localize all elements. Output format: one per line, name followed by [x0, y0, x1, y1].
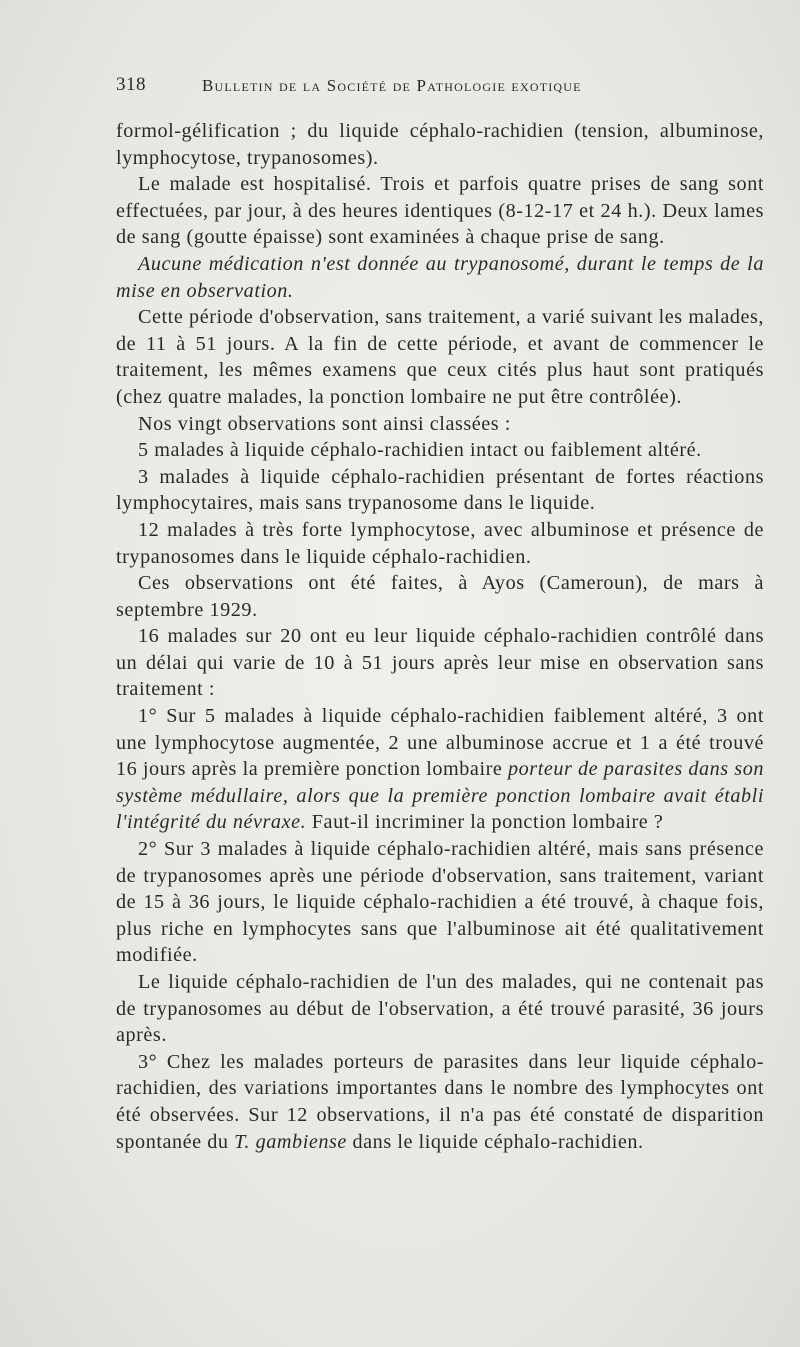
- paragraph-2: Le malade est hospitalisé. Trois et parfois quatre prises de sang sont effectuées, par jour, à des heures identiques (8-12-17 et 24 h.). Deux lames de sang (goutte épaisse) sont examinées à chaque prise de sang.: [116, 173, 764, 249]
- paragraph-1: formol-gélification ; du liquide céphalo-rachidien (tension, albuminose, lymphocytose, trypanosomes).: [116, 120, 764, 169]
- paragraph-12: 2° Sur 3 malades à liquide céphalo-rachidien altéré, mais sans présence de trypanosomes après une période d'observation, sans traitement, variant de 15 à 36 jours, le liquide céphalo-rachidien a été trouvé, à chaque fois, plus riche en lymphocytes sans que l'albuminose ait été qualitativement modifiée.: [116, 838, 764, 967]
- paragraph-9: Ces observations ont été faites, à Ayos (Cameroun), de mars à septembre 1929.: [116, 572, 764, 621]
- running-title: Bulletin de la Société de Pathologie exotique: [202, 76, 582, 95]
- paragraph-10: 16 malades sur 20 ont eu leur liquide céphalo-rachidien contrôlé dans un délai qui varie de 10 à 51 jours après leur mise en observation sans traitement :: [116, 625, 764, 701]
- paragraph-7: 3 malades à liquide céphalo-rachidien présentant de fortes réactions lymphocytaires, mais sans trypanosome dans le liquide.: [116, 465, 764, 515]
- body-text: [116, 118, 764, 1155]
- paragraph-11: 1° Sur 5 malades à liquide céphalo-rachidien faiblement altéré, 3 ont une lymphocytose augmentée, 2 une albuminose accrue et 1 a été trouvé 16 jours après la première ponction lombaire porteur de parasites dans son système médullaire, alors que la première ponction lombaire avait établi l'intégrité du névraxe. Faut-il incriminer la ponction lombaire ?: [116, 705, 764, 834]
- paragraph-14: 3° Chez les malades porteurs de parasites dans leur liquide céphalo-rachidien, des variations importantes dans le nombre des lymphocytes ont été observées. Sur 12 observations, il n'a pas été constaté de disparition spontanée du T. gambiense dans le liquide céphalo-rachidien.: [116, 1050, 764, 1153]
- paragraph-13: Le liquide céphalo-rachidien de l'un des malades, qui ne contenait pas de trypanosomes au début de l'observation, a été trouvé parasité, 36 jours après.: [116, 971, 764, 1047]
- page-number: 318: [116, 74, 146, 95]
- paragraph-5: Nos vingt observations sont ainsi classées :: [138, 412, 511, 435]
- paragraph-6: 5 malades à liquide céphalo-rachidien intact ou faiblement altéré.: [138, 439, 702, 462]
- paragraph-3: Aucune médication n'est donnée au trypanosomé, durant le temps de la mise en observation.: [116, 252, 764, 302]
- paragraph-4: Cette période d'observation, sans traitement, a varié suivant les malades, de 11 à 51 jours. A la fin de cette période, et avant de commencer le traitement, les mêmes examens que ceux cités plus haut sont pratiqués (chez quatre malades, la ponction lombaire ne put être contrôlée).: [116, 306, 764, 408]
- paragraph-8: 12 malades à très forte lymphocytose, avec albuminose et présence de trypanosomes dans le liquide céphalo-rachidien.: [116, 518, 764, 568]
- page-header: [116, 74, 676, 104]
